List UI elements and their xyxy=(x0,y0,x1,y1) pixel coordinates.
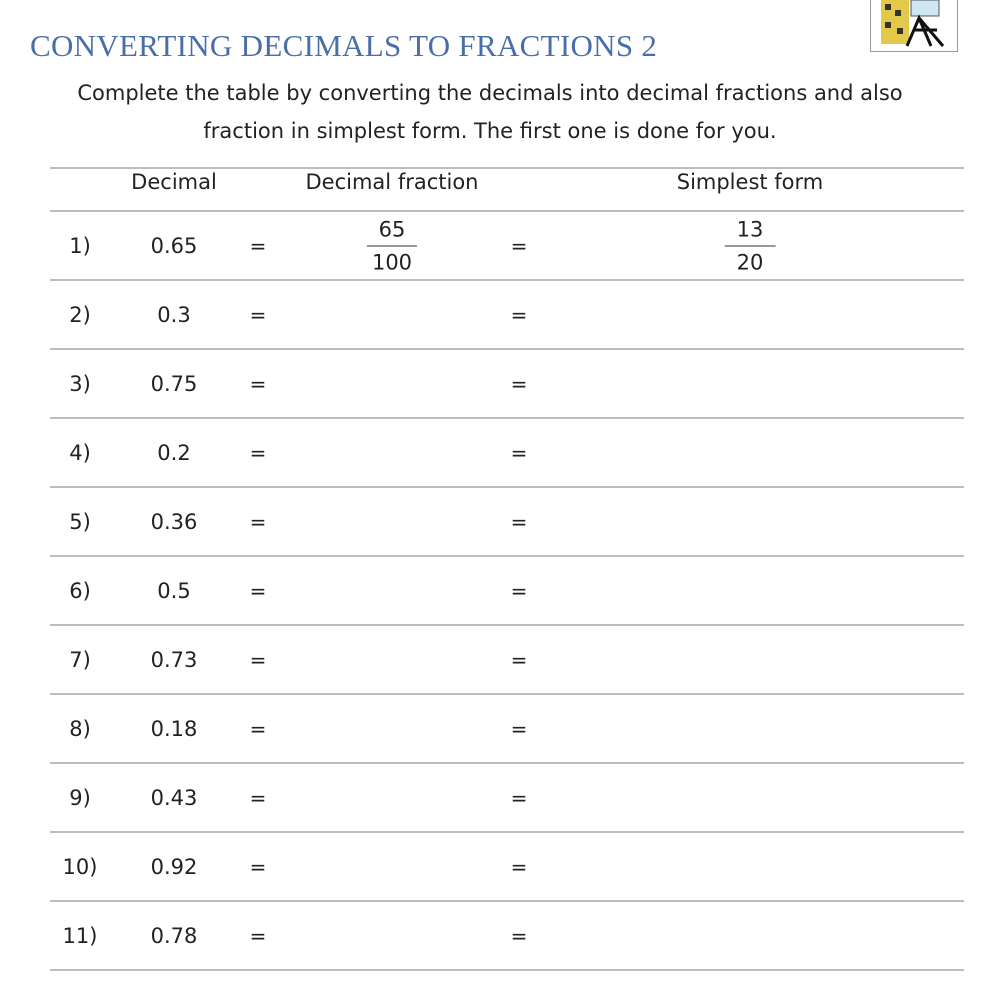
simplest-form-blank[interactable] xyxy=(650,773,850,823)
logo-image xyxy=(870,0,958,52)
table-row xyxy=(50,556,964,625)
equals-sign: = xyxy=(510,647,528,672)
table-row xyxy=(50,487,964,556)
fraction-denominator: 100 xyxy=(371,250,413,274)
equals-sign: = xyxy=(510,923,528,948)
simplest-form-blank[interactable] xyxy=(650,290,850,340)
row-number: 6) xyxy=(69,578,91,603)
worksheet-title: CONVERTING DECIMALS TO FRACTIONS 2 xyxy=(30,28,658,63)
decimal-value: 0.73 xyxy=(150,647,198,672)
decimal-value: 0.2 xyxy=(157,440,191,465)
instructions-line-1: Complete the table by converting the decimals into decimal fractions and also xyxy=(77,81,903,105)
decimal-value: 0.75 xyxy=(150,371,198,396)
table-row xyxy=(50,418,964,487)
equals-sign: = xyxy=(510,785,528,810)
equals-sign: = xyxy=(249,785,267,810)
equals-sign: = xyxy=(249,302,267,327)
table-row xyxy=(50,763,964,832)
decimal-fraction-blank[interactable] xyxy=(292,842,492,892)
decimal-fraction-blank[interactable] xyxy=(292,911,492,961)
equals-sign: = xyxy=(249,440,267,465)
simplest-form-blank[interactable] xyxy=(650,911,850,961)
table-row xyxy=(50,694,964,763)
decimal-fraction-answer xyxy=(360,216,424,275)
fraction-numerator: 13 xyxy=(725,216,776,246)
decimal-value: 0.18 xyxy=(150,716,198,741)
simplest-form-blank[interactable] xyxy=(650,359,850,409)
row-number: 4) xyxy=(69,440,91,465)
equals-sign: = xyxy=(510,578,528,603)
equals-sign: = xyxy=(249,509,267,534)
fraction-numerator: 65 xyxy=(367,216,418,246)
row-number: 3) xyxy=(69,371,91,396)
table-row xyxy=(50,901,964,970)
equals-sign: = xyxy=(249,716,267,741)
table-row xyxy=(50,211,964,280)
simplest-form-blank[interactable] xyxy=(650,428,850,478)
equals-sign: = xyxy=(510,440,528,465)
equals-sign: = xyxy=(510,716,528,741)
decimal-fraction-blank[interactable] xyxy=(292,566,492,616)
equals-sign: = xyxy=(249,233,267,258)
decimal-value: 0.36 xyxy=(150,509,198,534)
row-number: 5) xyxy=(69,509,91,534)
decimal-fraction-blank[interactable] xyxy=(292,290,492,340)
header-decimal-fraction: Decimal fraction xyxy=(305,170,479,194)
decimal-value: 0.5 xyxy=(157,578,191,603)
equals-sign: = xyxy=(249,647,267,672)
simplest-form-blank[interactable] xyxy=(650,842,850,892)
equals-sign: = xyxy=(249,578,267,603)
decimal-value: 0.92 xyxy=(150,854,198,879)
decimal-value: 0.65 xyxy=(150,233,198,258)
row-number: 10) xyxy=(62,854,98,879)
decimal-fraction-blank[interactable] xyxy=(292,428,492,478)
instructions-line-2: fraction in simplest form. The first one is done for you. xyxy=(203,119,777,143)
decimal-value: 0.43 xyxy=(150,785,198,810)
equals-sign: = xyxy=(249,923,267,948)
equals-sign: = xyxy=(510,233,528,258)
decimal-value: 0.78 xyxy=(150,923,198,948)
simplest-form-answer xyxy=(725,216,776,275)
row-number: 11) xyxy=(62,923,98,948)
equals-sign: = xyxy=(249,854,267,879)
row-number: 8) xyxy=(69,716,91,741)
header-simplest-form: Simplest form xyxy=(676,170,824,194)
table-row xyxy=(50,625,964,694)
row-number: 1) xyxy=(69,233,91,258)
equals-sign: = xyxy=(510,302,528,327)
row-number: 9) xyxy=(69,785,91,810)
row-number: 7) xyxy=(69,647,91,672)
simplest-form-blank[interactable] xyxy=(650,704,850,754)
equals-sign: = xyxy=(510,371,528,396)
decimal-fraction-blank[interactable] xyxy=(292,704,492,754)
simplest-form-blank[interactable] xyxy=(650,635,850,685)
row-number: 2) xyxy=(69,302,91,327)
decimal-value: 0.3 xyxy=(157,302,191,327)
equals-sign: = xyxy=(510,509,528,534)
table-row xyxy=(50,349,964,418)
header-decimal: Decimal xyxy=(131,170,217,194)
instructions xyxy=(40,74,940,150)
simplest-form-blank[interactable] xyxy=(650,566,850,616)
decimal-fraction-blank[interactable] xyxy=(292,635,492,685)
decimal-fraction-blank[interactable] xyxy=(292,359,492,409)
fraction-denominator: 20 xyxy=(736,250,764,274)
table-row xyxy=(50,280,964,349)
decimal-fraction-blank[interactable] xyxy=(292,773,492,823)
equals-sign: = xyxy=(249,371,267,396)
table-row xyxy=(50,832,964,901)
row-rule xyxy=(50,969,964,971)
table-top-rule xyxy=(50,167,964,169)
simplest-form-blank[interactable] xyxy=(650,497,850,547)
decimal-fraction-blank[interactable] xyxy=(292,497,492,547)
equals-sign: = xyxy=(510,854,528,879)
